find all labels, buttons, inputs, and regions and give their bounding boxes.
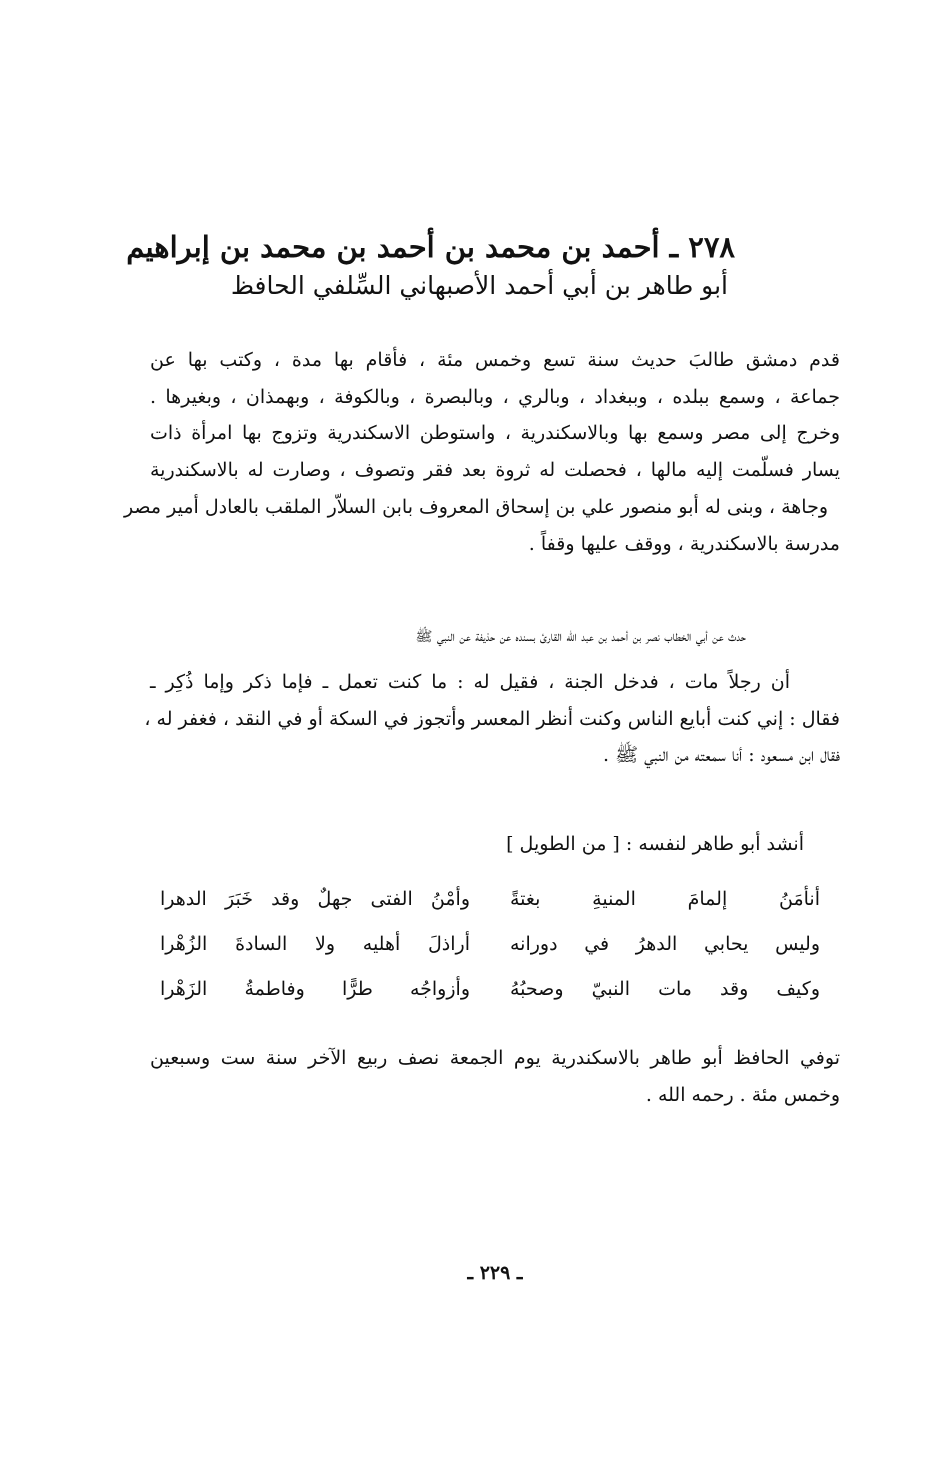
verse-first-hemistich: وليس يحابي الدهرُ في دورانه [510, 932, 820, 955]
page-number: ـ ٢٢٩ ـ [467, 1262, 523, 1284]
biography-line: وجاهة ، وبنى له أبو منصور علي بن إسحاق المعروف بابن السلاّر الملقب بالعادل أمير مصر [123, 495, 828, 518]
verse-second-hemistich: أراذلَ أهليه ولا السادةَ الزُهْرا [160, 932, 470, 955]
biography-line: يسار فسلّمت إليه مالها ، فحصلت له ثروة بعد فقر وتصوف ، وصارت له بالاسكندرية [150, 459, 840, 482]
biography-line: جماعة ، وسمع ببلده ، وببغداد ، وبالري ، وبالبصرة ، وبالكوفة ، وبهمذان ، وبغيرها . [150, 385, 840, 408]
biography-line: وخرج إلى مصر وسمع بها وبالاسكندرية ، واستوطن الاسكندرية وتزوج بها امرأة ذات [150, 422, 840, 445]
verse-second-hemistich: وأزواجُه طرًّا وفاطمةُ الزَهْرا [160, 977, 470, 1000]
poem-verse [160, 921, 820, 966]
verse-second-hemistich: وأمْنُ الفتى جهلٌ وقد خَبَرَ الدهرا [160, 887, 470, 910]
hadith-line: فقال ابن مسعود : أنا سمعته من النبي ﷺ . [603, 744, 840, 767]
biography-line: مدرسة بالاسكندرية ، ووقف عليها وقفاً . [528, 532, 840, 555]
hadith-isnad: حدث عن أبي الخطاب نصر بن أحمد بن عبد الله القارئ بسنده عن حذيفة عن النبي ﷺ [415, 629, 746, 645]
biography-paragraph [123, 342, 840, 562]
entry-subtitle: أبو طاهر بن أبي أحمد الأصبهاني السِّلفي الحافظ [230, 271, 728, 300]
death-line: وخمس مئة . رحمه الله . [645, 1083, 840, 1106]
hadith-line: أن رجلاً مات ، فدخل الجنة ، فقيل له : ما كنت تعمل ـ فإما ذكر وإما ذُكِر ـ [150, 671, 790, 693]
hadith-line: فقال : إني كنت أبايع الناس وكنت أنظر المعسر وأتجوز في السكة أو في النقد ، فغفر له ، [144, 707, 840, 730]
poem-intro: أنشد أبو طاهر لنفسه : [ من الطويل ] [506, 833, 804, 855]
poem-verse [160, 876, 820, 921]
poem [160, 876, 820, 1011]
death-line: توفي الحافظ أبو طاهر بالاسكندرية يوم الجمعة نصف ربيع الآخر سنة ست وسبعين [150, 1047, 840, 1069]
verse-first-hemistich: أنأمَنُ إلمامَ المنيةِ بغتةً [510, 887, 820, 910]
verse-first-hemistich: وكيف وقد مات النبيّ وصحبُهُ [510, 977, 820, 1000]
poem-verse [160, 966, 820, 1011]
entry-title: ٢٧٨ ـ أحمد بن محمد بن أحمد بن محمد بن إبراهيم [126, 230, 735, 264]
hadith-text [144, 664, 840, 774]
death-paragraph [150, 1040, 840, 1113]
biography-line: قدم دمشق طالبَ حديث سنة تسع وخمس مئة ، فأقام بها مدة ، وكتب بها عن [150, 349, 840, 371]
